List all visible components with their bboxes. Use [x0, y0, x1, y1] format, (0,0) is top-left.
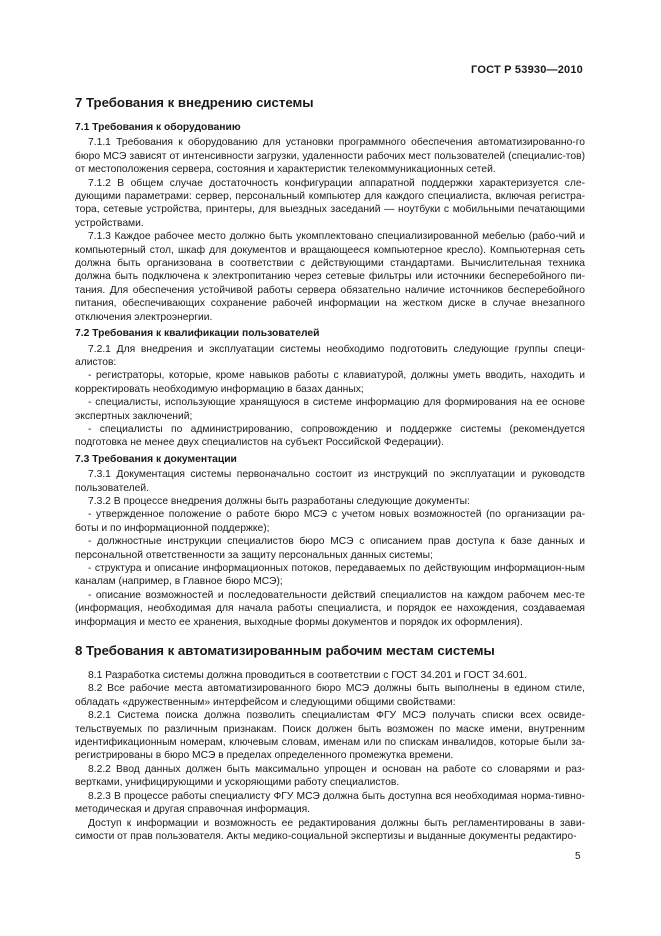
paragraph: 7.1.2 В общем случае достаточность конфигурации аппаратной поддержки характеризуется сле-дующими параметрами: сервер, персональный компьютер для каждого специалиста, включая регистра-тора, сетевые устройства, принтеры, для выездных заседаний — ноутбуки с мобильными печатающими устройствами.	[75, 177, 585, 229]
paragraph: 8.2 Все рабочие места автоматизированного бюро МСЭ должны быть выполнены в едином стиле, обладать «дружественным» интерфейсом и следующими общими свойствами:	[75, 683, 585, 708]
paragraph: 8.1 Разработка системы должна проводиться в соответствии с ГОСТ 34.201 и ГОСТ 34.601.	[88, 670, 528, 682]
list-item: - утвержденное положение о работе бюро МСЭ с учетом новых возможностей (по организации ра-боты и по информационной поддержке);	[75, 509, 585, 534]
list-item: - специалисты по администрированию, сопровождению и поддержке системы (рекомендуется подготовка не менее двух специалистов на субъект Российской Федерации).	[75, 423, 585, 449]
document-code-header: ГОСТ Р 53930—2010	[471, 64, 583, 76]
paragraph: 8.2.1 Система поиска должна позволить специалистам ФГУ МСЭ получать списки всех освиде-тельствуемых по различным признакам. Поиск должен быть возможен по маске имени, внутренним идентификационным номерам, ключевым словам, именам или по спискам инвалидов, которые были за-регистрированы в бюро МСЭ в пределах определенного промежутка времени.	[75, 710, 585, 762]
list-item: - описание возможностей и последовательности действий специалистов на каждом рабочем мес-те (информация, необходимая для начала работы специалиста, и порядок ее нахождения, создаваемая информация и место ее хранения, выходные формы документов и порядок их оформления).	[75, 589, 585, 628]
paragraph: 8.2.2 Ввод данных должен быть максимально упрощен и основан на работе со словарями и раз-вертками, унифицирующими и ускоряющими работу специалистов.	[75, 763, 585, 789]
paragraph: 7.1.1 Требования к оборудованию для установки программного обеспечения автоматизированно-го бюро МСЭ зависят от интенсивности загрузки, удаленности рабочих мест пользователей (специалис-тов) от местоположения сервера, состояния и характеристик телекоммуникационных сетей.	[75, 137, 585, 176]
section-7-heading: 7 Требования к внедрению системы	[75, 95, 314, 110]
subsection-7-1-heading: 7.1 Требования к оборудованию	[75, 122, 241, 133]
subsection-7-2-heading: 7.2 Требования к квалификации пользователей	[75, 328, 320, 340]
paragraph: 7.2.1 Для внедрения и эксплуатации системы необходимо подготовить следующие группы специ-алистов:	[75, 343, 585, 368]
paragraph: 7.3.1 Документация системы первоначально состоит из инструкций по эксплуатации и руководств пользователей.	[75, 469, 585, 494]
list-item: - специалисты, использующие хранящуюся в системе информацию для формирования на ее основе экспертных заключений;	[75, 397, 585, 422]
paragraph: 7.1.3 Каждое рабочее место должно быть укомплектовано специализированной мебелью (рабо-чий и компьютерный стол, шкаф для документов и вращающееся компьютерное кресло). Компьютерная сеть должна быть организована в соответствии с действующими стандартами. Вычислительная техника должна быть подключена к электропитанию через сетевые фильтры или источники бесперебойного пи-тания. Для обеспечения устойчивой работы сервера обязательно наличие источников бесперебойного питания, обеспечивающих сохранение рабочей информации на жестком диске в случае внезапного отключения электроэнергии.	[75, 231, 585, 323]
paragraph: 7.3.2 В процессе внедрения должны быть разработаны следующие документы:	[88, 495, 470, 507]
list-item: - регистраторы, которые, кроме навыков работы с клавиатурой, должны уметь вводить, находить и корректировать необходимую информацию в базах данных;	[75, 370, 585, 395]
page-number: 5	[575, 851, 581, 862]
section-8-heading: 8 Требования к автоматизированным рабочим местам системы	[75, 643, 495, 659]
subsection-7-3-heading: 7.3 Требования к документации	[75, 453, 237, 465]
list-item: - должностные инструкции специалистов бюро МСЭ с описанием прав доступа к базе данных и персональной ответственности за защиту персональных данных системы;	[75, 536, 585, 561]
page-content	[75, 95, 585, 843]
paragraph: Доступ к информации и возможность ее редактирования должны быть регламентированы в зави-симости от прав пользователя. Акты медико-социальной экспертизы и выданные документы редактиро-	[75, 817, 585, 842]
list-item: - структура и описание информационных потоков, передаваемых по действующим информацион-ным каналам (например, в Главное бюро МСЭ);	[75, 563, 585, 588]
paragraph: 8.2.3 В процессе работы специалисту ФГУ МСЭ должна быть доступна вся необходимая норма-тивно-методическая и другая справочная информация.	[75, 790, 585, 816]
